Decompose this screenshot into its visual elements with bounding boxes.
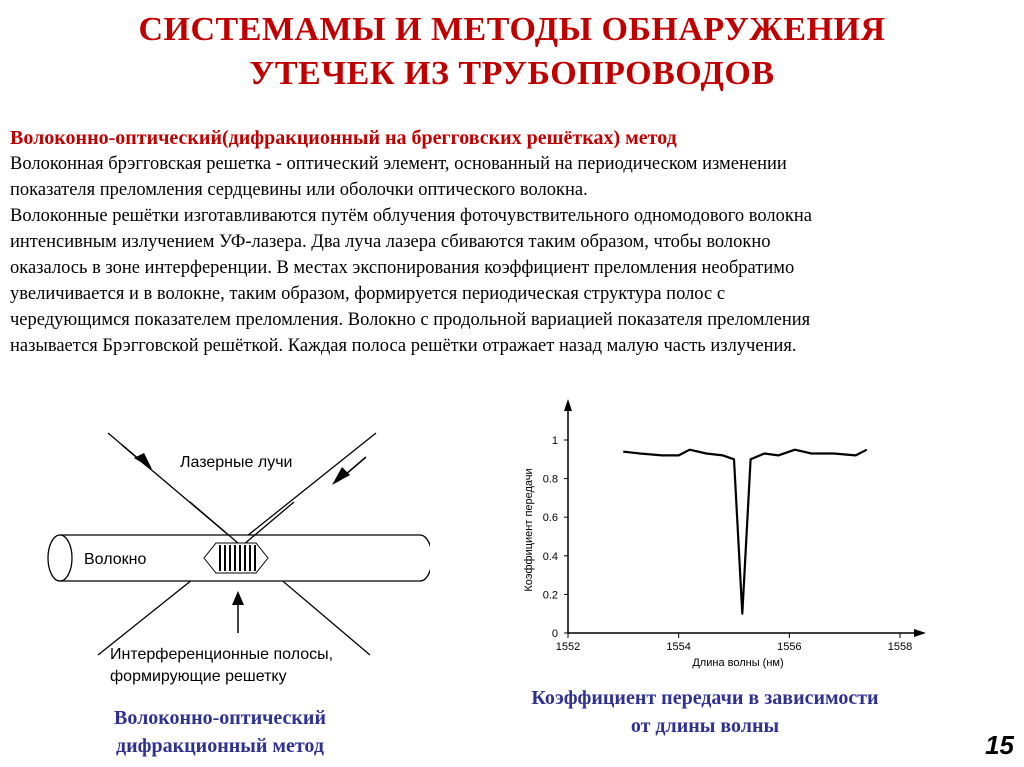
diagram-caption-line-2: дифракционный метод [116, 735, 324, 757]
fringes-label-2: формирующие решетку [110, 668, 287, 685]
page-title-line-1: СИСТЕМАМЫ И МЕТОДЫ ОБНАРУЖЕНИЯ [138, 11, 886, 48]
x-tick-label: 1558 [887, 641, 913, 653]
x-tick-label: 1554 [666, 641, 691, 653]
diagram-caption [70, 704, 370, 760]
fiber-end-left [48, 535, 72, 581]
paragraph-line: показателя преломления сердцевины или оболочки оптического волокна. [10, 180, 588, 200]
y-tick-label: 1 [551, 435, 558, 447]
page-title-line-2: УТЕЧЕК ИЗ ТРУБОПРОВОДОВ [249, 55, 775, 92]
paragraph-line: интенсивным излучением УФ-лазера. Два луча лазера сбиваются таким образом, чтобы волокно [10, 232, 771, 252]
y-tick-label: 0.2 [542, 589, 558, 602]
chart-caption-line-1: Коэффициент передачи в зависимости [531, 687, 879, 709]
transmission-line [623, 450, 867, 614]
fiber-end-right [420, 535, 430, 581]
fringes-label-1: Интерференционные полосы, [110, 646, 334, 663]
x-axis-arrow-icon [914, 629, 926, 637]
x-tick-label: 1552 [555, 641, 581, 653]
transmission-chart [500, 395, 940, 685]
paragraph-line: Волоконная брэгговская решетка - оптический элемент, основанный на периодическом изменении [10, 154, 787, 174]
page-number: 15 [985, 730, 1014, 760]
x-tick-label: 1556 [777, 641, 802, 653]
arrow-icon [134, 453, 152, 469]
chart-caption [470, 684, 940, 740]
body-text [10, 125, 1020, 359]
paragraph-line: называется Брэгговской решёткой. Каждая полоса решётки отражает назад малую часть излучения. [10, 336, 797, 356]
y-tick-label: 0.8 [542, 473, 558, 486]
paragraph-line: оказалось в зоне интерференции. В местах экспонирования коэффициент преломления необратимо [10, 258, 795, 278]
arrow-icon [332, 467, 350, 485]
paragraph-line: увеличивается и в волокне, таким образом, формируется периодическая структура полос с [10, 284, 726, 304]
y-axis-arrow-icon [564, 399, 572, 411]
laser-label: Лазерные лучи [180, 454, 293, 471]
grating-fringes [204, 543, 268, 573]
y-tick-label: 0 [551, 628, 558, 640]
chart-ylabel: Коэффициент передачи [523, 468, 535, 592]
paragraph-line: чередующимся показателем преломления. Волокно с продольной вариацией показателя преломления [10, 310, 811, 330]
chart-caption-line-2: от длины волны [630, 715, 780, 737]
method-subheading: Волоконно-оптический(дифракционный на брегговских решётках) метод [10, 127, 677, 149]
diagram-caption-line-1: Волоконно-оптический [114, 707, 326, 729]
fiber-label: Волокно [84, 551, 147, 568]
y-tick-label: 0.4 [542, 550, 558, 563]
bragg-grating-diagram [30, 415, 430, 705]
arrow-up-icon [232, 591, 244, 605]
chart-xlabel: Длина волны (нм) [692, 657, 784, 669]
paragraph-line: Волоконные решётки изготавливаются путём облучения фоточувствительного одномодового волокна [10, 206, 812, 226]
y-tick-label: 0.6 [542, 512, 558, 525]
